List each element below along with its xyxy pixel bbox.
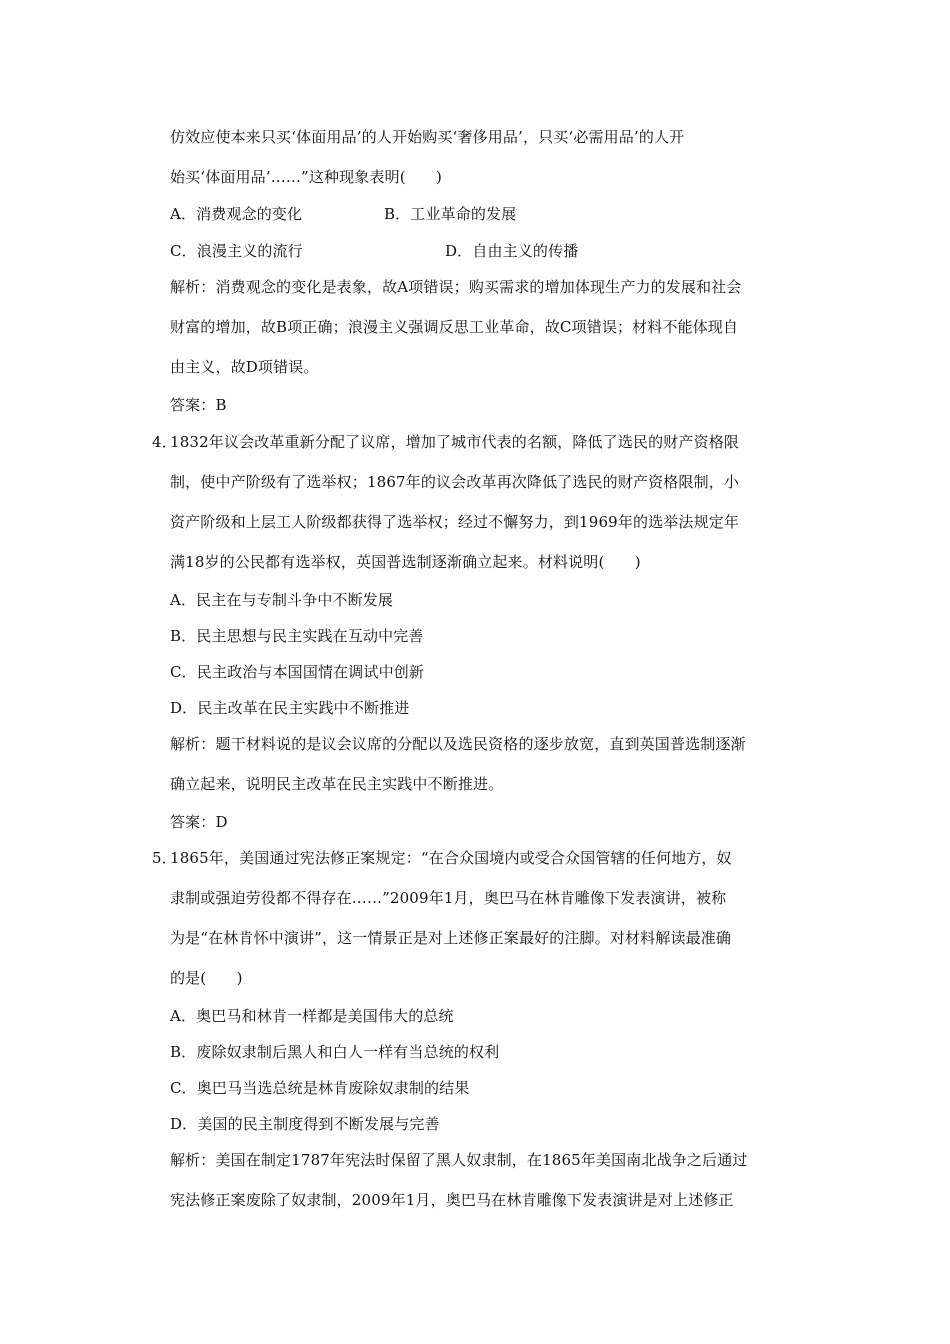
q5-number: 5． [152,849,177,867]
q4-analysis-line-1: 解析：题干材料说的是议会议席的分配以及选民资格的逐步放宽，直到英国普选制逐渐 [170,735,746,753]
q4-stem-line-1: 1832年议会改革重新分配了议席，增加了城市代表的名额，降低了选民的财产资格限 [170,433,740,451]
q5-option-c: C．奥巴马当选总统是林肯废除奴隶制的结果 [170,1079,470,1097]
q4-option-a: A．民主在与专制斗争中不断发展 [170,591,394,609]
q3-option-a: A．消费观念的变化 [170,205,303,223]
q4-stem-line-3: 资产阶级和上层工人阶级都获得了选举权；经过不懈努力，到1969年的选举法规定年 [170,513,740,531]
q4-stem-line-2: 制，使中产阶级有了选举权；1867年的议会改革再次降低了选民的财产资格限制，小 [170,473,740,491]
q5-analysis-line-1: 解析：美国在制定1787年宪法时保留了黑人奴隶制，在1865年美国南北战争之后通过 [170,1151,748,1169]
q5-stem-line-4: 的是( ) [170,969,243,987]
q4-analysis-line-2: 确立起来，说明民主改革在民主实践中不断推进。 [170,775,504,793]
q5-option-a: A．奥巴马和林肯一样都是美国伟大的总统 [170,1007,454,1025]
q3-stem-line-2: 始买‘体面用品’……”这种现象表明( ) [170,168,443,186]
q4-option-c: C．民主政治与本国国情在调试中创新 [170,663,425,681]
q5-option-b: B．废除奴隶制后黑人和白人一样有当总统的权利 [170,1043,500,1061]
q3-option-c: C．浪漫主义的流行 [170,242,303,260]
q4-answer: 答案：D [170,813,228,831]
q4-option-b: B．民主思想与民主实践在互动中完善 [170,627,424,645]
q3-option-d: D．自由主义的传播 [445,242,579,260]
q5-stem-line-2: 隶制或强迫劳役都不得存在……”2009年1月，奥巴马在林肯雕像下发表演讲，被称 [170,889,727,907]
q5-stem-line-3: 为是“在林肯怀中演讲”，这一情景正是对上述修正案最好的注脚。对材料解读最准确 [170,929,732,947]
q3-stem-line-1: 仿效应使本来只买‘体面用品’的人开始购买‘奢侈用品’，只买‘必需用品’的人开 [170,128,685,146]
q3-answer: 答案：B [170,396,227,414]
q3-option-b: B．工业革命的发展 [384,205,517,223]
q5-analysis-line-2: 宪法修正案废除了奴隶制，2009年1月，奥巴马在林肯雕像下发表演讲是对上述修正 [170,1191,734,1209]
q3-analysis-line-1: 解析：消费观念的变化是表象，故A项错误；购买需求的增加体现生产力的发展和社会 [170,278,742,296]
q3-analysis-line-2: 财富的增加，故B项正确；浪漫主义强调反思工业革命，故C项错误；材料不能体现自 [170,318,739,336]
q4-option-d: D．民主改革在民主实践中不断推进 [170,699,410,717]
q3-analysis-line-3: 由主义，故D项错误。 [170,358,319,376]
q5-option-d: D．美国的民主制度得到不断发展与完善 [170,1115,440,1133]
q4-stem-line-4: 满18岁的公民都有选举权，英国普选制逐渐确立起来。材料说明( ) [170,553,641,571]
q4-number: 4． [152,433,177,451]
q5-stem-line-1: 1865年，美国通过宪法修正案规定：“在合众国境内或受合众国管辖的任何地方，奴 [170,849,732,867]
